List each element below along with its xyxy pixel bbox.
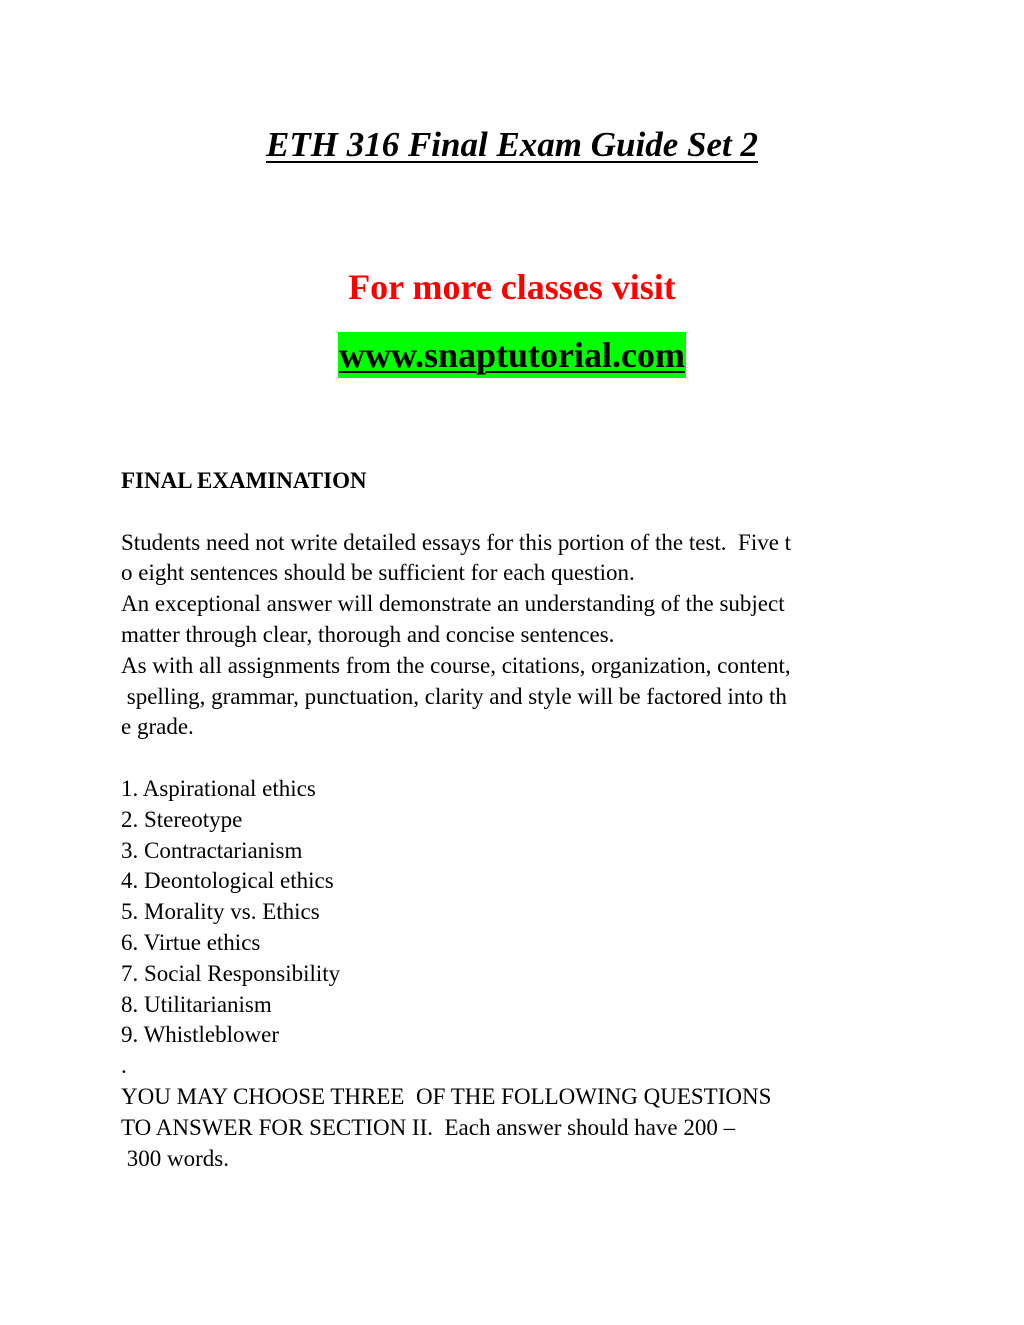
instructions-paragraph <box>121 528 911 744</box>
instruction-line: o eight sentences should be sufficient for each question. <box>121 560 635 586</box>
instruction-line: As with all assignments from the course, citations, organization, content, <box>121 652 791 678</box>
spacer <box>121 743 911 774</box>
section-two-instructions <box>121 1082 911 1174</box>
list-item: 5. Morality vs. Ethics <box>121 899 320 925</box>
website-link[interactable]: www.snaptutorial.com <box>338 332 686 378</box>
list-item: 8. Utilitarianism <box>121 991 272 1017</box>
instruction-line: matter through clear, thorough and concise sentences. <box>121 621 615 647</box>
list-item: 2. Stereotype <box>121 806 243 832</box>
promo-text: For more classes visit <box>348 267 676 307</box>
section-two-line: 300 words. <box>121 1145 229 1171</box>
instruction-line: spelling, grammar, punctuation, clarity and style will be factored into th <box>121 683 787 709</box>
list-item: 4. Deontological ethics <box>121 868 334 894</box>
list-item: 6. Virtue ethics <box>121 929 261 955</box>
instruction-line: Students need not write detailed essays for this portion of the test. Five t <box>121 529 792 555</box>
section-heading: FINAL EXAMINATION <box>121 468 367 493</box>
instruction-line: e grade. <box>121 714 194 740</box>
document-title: ETH 316 Final Exam Guide Set 2 <box>266 125 758 164</box>
section-two-line: YOU MAY CHOOSE THREE OF THE FOLLOWING QUESTIONS <box>121 1083 772 1109</box>
separator-dot: . <box>121 1053 127 1079</box>
list-item: 9. Whistleblower <box>121 1022 279 1048</box>
instruction-line: An exceptional answer will demonstrate an understanding of the subject <box>121 591 785 617</box>
list-item: 3. Contractarianism <box>121 837 303 863</box>
section-two-line: TO ANSWER FOR SECTION II. Each answer should have 200 – <box>121 1114 736 1140</box>
link-container <box>0 332 1024 378</box>
terms-list <box>121 774 911 1051</box>
spacer <box>121 497 911 528</box>
list-item: 1. Aspirational ethics <box>121 775 316 801</box>
document-body <box>121 466 911 1174</box>
list-item: 7. Social Responsibility <box>121 960 341 986</box>
